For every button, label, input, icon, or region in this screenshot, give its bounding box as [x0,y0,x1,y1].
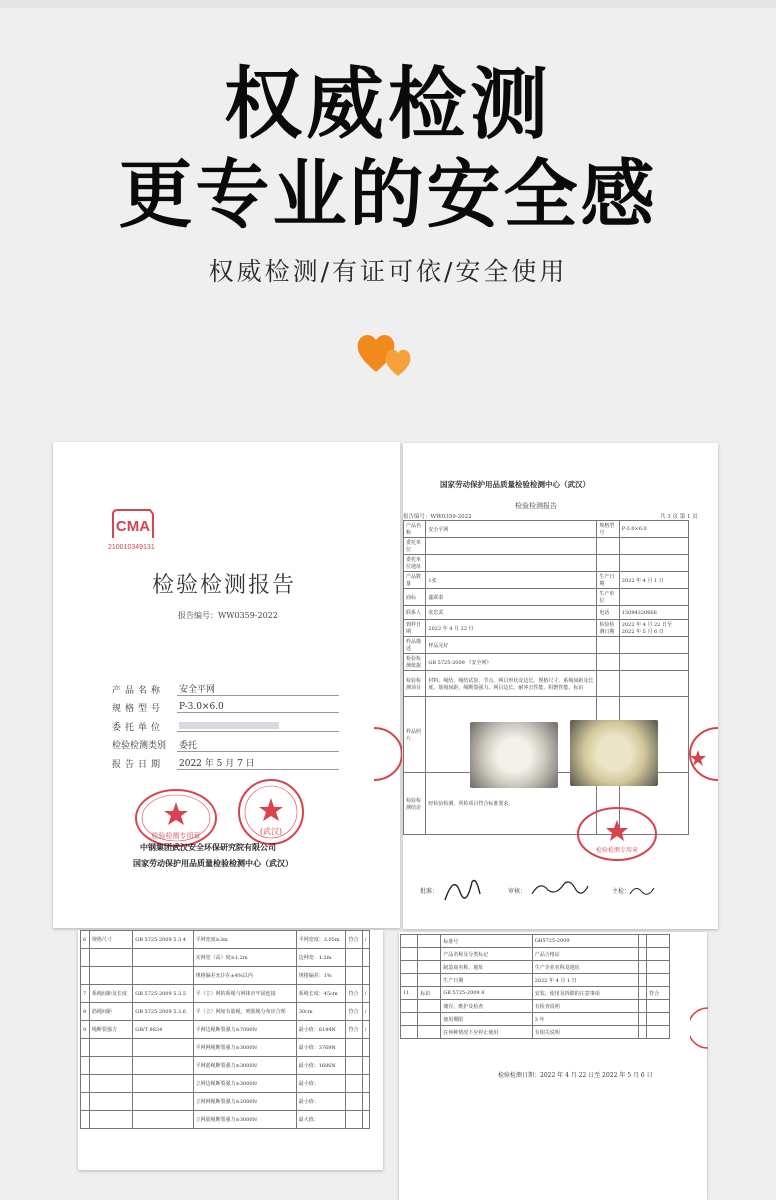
table-cell: 制造商名称、地址 [441,961,533,974]
table-cell: 实网宽（高）度≥1.2m [193,949,296,967]
table-cell: 鑫联泰 [426,589,597,606]
table-cell: 符合 [346,1003,362,1021]
table-cell [426,555,597,572]
table-cell: 在何种情况下应停止使用 [441,1026,533,1039]
table-cell [647,1013,670,1026]
table-row [404,555,689,572]
table-cell: GB5725-2009 [532,935,639,948]
table-cell: 样品照片 [404,697,426,773]
table-cell [362,967,369,985]
table-cell [346,1093,362,1111]
table-cell: 产品名称及分类标记 [441,948,533,961]
cma-logo-icon [110,508,156,540]
cover-org-line2: 国家劳动保护用品质量检验检测中心（武汉） [133,858,293,868]
table-cell: / [362,1021,369,1039]
table-cell [362,1111,369,1129]
cma-number: 210010349131 [108,544,155,551]
report-seal-text: 检验检测专用章 [595,847,639,854]
redaction-bar [179,722,279,729]
table-cell: / [362,931,369,949]
table-cell [639,948,647,961]
table-cell: 样品描述 [404,637,426,654]
table-cell [418,935,441,948]
table-cell: 储存、维护及检查 [441,1000,533,1013]
table-cell: 标识 [418,987,441,1000]
table-cell [639,935,647,948]
table-cell [89,967,132,985]
table-cell: 联系人 [404,606,426,620]
table-cell [362,1093,369,1111]
table-cell [133,1039,193,1057]
sign-inspector-label: 主检： [612,888,631,895]
sample-photo-2 [570,720,658,786]
table-cell [362,1039,369,1057]
report-number: 报告编号：WW0359-2022 [403,514,472,520]
table-cell: 最小值：1686N [296,1057,346,1075]
table-cell [647,961,670,974]
table-cell: 平网网绳断裂强力≥3000N [193,1039,296,1057]
table-cell [401,1013,418,1026]
table-cell: 立网筋绳断裂强力≥3000N [193,1111,296,1129]
table-cell [647,974,670,987]
table-cell [619,637,688,654]
table-cell: 有相关说明 [532,1026,639,1039]
table-cell: GB 5725-2009 5.3.4 [133,931,193,949]
table-cell: 生产单位 [597,589,619,606]
table-cell: 产品数量 [404,572,426,589]
table-cell [133,1111,193,1129]
table-cell: 立网边绳断裂强力≥3000N [193,1075,296,1093]
table-cell: 安装、使用及拆除的注意事项 [532,987,639,1000]
table-cell: 平网边绳断裂强力≥7000N [193,1021,296,1039]
info-value: 安全平网 [177,682,339,696]
table-row [81,949,370,967]
headline-line1: 权威检测 [223,60,552,150]
info-label: 规格型号 [112,704,165,715]
table-cell [362,949,369,967]
table-cell [647,1000,670,1013]
table-cell [89,1039,132,1057]
table-cell: 产品名称 [404,521,426,538]
seal-right-text: (武汉) [259,827,283,836]
table-cell: 2022 年 4 月 22 日至 2022 年 5 月 6 日 [619,620,688,637]
table-cell [418,948,441,961]
table-cell [418,1013,441,1026]
info-row-date [112,754,339,773]
table-row [404,521,689,538]
table-row [401,935,670,948]
cover-info-table [112,680,339,773]
info-row-model [112,699,339,718]
table-row [404,589,689,606]
table-row [401,961,670,974]
table-row [401,1026,670,1039]
table-cell [81,1075,90,1093]
table-row [401,948,670,961]
cover-org-line1: 中钢集团武汉安全环保研究院有限公司 [140,842,276,852]
table-row [81,1111,370,1129]
table-cell: 符合 [346,985,362,1003]
table-cell [639,974,647,987]
table-cell: P-3.0×6.0 [619,521,688,538]
table-cell: 平网筋绳断裂强力≥3000N [193,1057,296,1075]
table-row [404,637,689,654]
table-cell [597,555,619,572]
report-page-number: 共 3 页 第 1 页 [660,514,698,520]
info-label: 报告日期 [112,759,165,770]
top-divider [0,0,776,8]
table-cell: 1张 [426,572,597,589]
table-cell [619,671,688,697]
report-continuation-table [400,934,670,1039]
table-cell [639,1000,647,1013]
table-cell: 11 [401,987,418,1000]
table-row [81,1057,370,1075]
table-cell [81,1111,90,1129]
table-cell: 绳断裂强力 [89,1021,132,1039]
table-cell: 检验检测项目 [404,671,426,697]
table-cell: 边网宽：1.2m [296,949,346,967]
table-cell [647,935,670,948]
table-cell: 30cm [296,1003,346,1021]
table-cell: 检验检测依据 [404,654,426,671]
table-cell: 最小值： [296,1075,346,1093]
table-cell [362,1075,369,1093]
table-cell [619,555,688,572]
table-cell [89,1057,132,1075]
table-cell: 委托单位地址 [404,555,426,572]
table-cell: 平（立）网如有筋绳，则筋绳分布应合理 [193,1003,296,1021]
table-cell: GB 5725-2009 5.3.6 [133,1003,193,1021]
table-cell: 规格尺寸 [89,931,132,949]
table-cell: 生产企业名称及地址 [532,961,639,974]
cover-title: 检验检测报告 [152,573,297,598]
table-cell [362,1057,369,1075]
info-label: 委托单位 [112,722,165,733]
report-seal [576,806,658,862]
table-cell [346,949,362,967]
cover-report-number: 报告编号：WW0359-2022 [178,611,278,620]
table-cell: 电话 [597,606,619,620]
table-cell: GB 5725-2009 5.3.5 [133,985,193,1003]
table-cell [89,1111,132,1129]
table-cell [89,1093,132,1111]
table-row [401,987,670,1000]
info-row-category [112,736,339,755]
partial-seal-left [372,726,402,782]
table-cell [597,671,619,697]
table-row [401,1000,670,1013]
table-row [404,671,689,697]
table-cell: GB 5725-2009 8 [441,987,533,1000]
report-title: 国家劳动保护用品质量检验检测中心（武汉） [440,480,590,489]
report-subtitle: 检验检测报告 [515,502,557,510]
table-cell: 立网网绳断裂强力≥2000N [193,1093,296,1111]
table-cell [401,948,418,961]
table-cell: 3 年 [532,1013,639,1026]
table-cell: 9 [81,1021,90,1039]
table-row [404,538,689,555]
table-cell [81,967,90,985]
table-cell: 筋绳间距 [89,1003,132,1021]
table-row [81,1075,370,1093]
table-cell [81,949,90,967]
report-date-line: 检验检测日期：2022 年 4 月 22 日至 2022 年 5 月 6 日 [498,1072,653,1079]
table-cell: 使用期限 [441,1013,533,1026]
seal-left-text: 检验检测专用章 [151,832,201,840]
table-cell [401,1000,418,1013]
table-row [404,620,689,637]
info-value: 2022 年 5 月 7 日 [177,756,339,770]
table-row [401,974,670,987]
table-cell [401,1026,418,1039]
table-cell [89,1075,132,1093]
table-row [81,1021,370,1039]
signatures [440,870,680,910]
table-cell: 规格偏差允许在±4%以内 [193,967,296,985]
table-cell [418,974,441,987]
cma-logo-text: CMA [115,518,151,535]
table-cell [346,1039,362,1057]
info-label: 检验检测类别 [112,741,167,752]
table-cell [346,1075,362,1093]
table-cell: 15094320666 [619,606,688,620]
table-cell: 生产日期 [597,572,619,589]
table-cell: 系绳长度：45cm [296,985,346,1003]
partial-seal-right [686,726,718,782]
table-cell: 经检验检测，所检项目符合标准要求。 [426,773,597,835]
table-cell [639,1026,647,1039]
table-cell [133,1057,193,1075]
table-cell: 最小值：8144N [296,1021,346,1039]
table-cell [639,987,647,1000]
table-cell [597,637,619,654]
table-row [404,572,689,589]
table-cell [401,935,418,948]
table-row [404,606,689,620]
table-cell: 产品合格证 [532,948,639,961]
table-cell: 检验检测日期 [597,620,619,637]
table-cell: / [362,1003,369,1021]
info-value: 委托 [177,738,339,752]
table-cell: 委托单位 [404,538,426,555]
table-cell [597,538,619,555]
table-cell: 符合 [346,1021,362,1039]
table-row [404,654,689,671]
table-cell: 检验检测结论 [404,773,426,835]
table-cell: 最小值： [296,1093,346,1111]
table-cell [133,967,193,985]
table-cell [346,967,362,985]
table-row [81,985,370,1003]
table-cell [418,961,441,974]
table-cell: 6 [81,931,90,949]
table-cell [133,949,193,967]
table-cell [426,538,597,555]
table-cell: 最小值：3769N [296,1039,346,1057]
info-value: P-3.0×6.0 [177,702,339,713]
table-cell: 符合 [346,931,362,949]
table-cell: 安全平网 [426,521,597,538]
table-row [81,1039,370,1057]
table-cell: 7 [81,985,90,1003]
info-value-redacted [177,721,339,732]
sign-approve-label: 批准： [420,888,439,895]
info-row-product [112,680,339,699]
table-cell: 平（立）网的系绳与网体应牢固连接 [193,985,296,1003]
table-cell [89,949,132,967]
headline-line2: 更专业的安全感 [118,152,658,238]
table-cell: 2022 年 4 月 22 日 [426,620,597,637]
table-cell [619,589,688,606]
table-cell [81,1057,90,1075]
inspection-seal-left [134,788,218,848]
info-label: 产品名称 [112,685,165,696]
table-cell: GB/T 8834 [133,1021,193,1039]
table-cell: 平网宽度：3.05m [296,931,346,949]
table-cell [619,654,688,671]
table-cell: 规格型号 [597,521,619,538]
table-cell [133,1093,193,1111]
table-cell: 生产日期 [441,974,533,987]
table-cell [418,1026,441,1039]
table-cell: 符合 [647,987,670,1000]
table-cell [597,654,619,671]
table-cell: 到样日期 [404,620,426,637]
table-cell [639,1013,647,1026]
sign-review-label: 审核： [508,888,527,895]
table-cell [639,961,647,974]
table-cell: 材料、绳结、绳结试验、节点、网目形状及边长、规格尺寸、系绳间距及长度、筋绳间距、绳断裂强力、网目边长、耐冲击性能、阻燃性能、标识 [426,671,597,697]
table-cell [418,1000,441,1013]
table-cell [401,961,418,974]
sample-photo-1 [470,722,558,788]
table-cell: 8 [81,1003,90,1021]
table-cell: 样品完好 [426,637,597,654]
table-cell: 2022 年 4 月 1 日 [619,572,688,589]
table-cell: 商标 [404,589,426,606]
info-row-client [112,717,339,736]
table-cell: 标准号 [441,935,533,948]
table-cell [647,948,670,961]
table-cell: 2022 年 4 月 1 日 [532,974,639,987]
table-cell: 最大值： [296,1111,346,1129]
table-cell [81,1093,90,1111]
table-cell: 规格偏差：1% [296,967,346,985]
table-cell: / [362,985,369,1003]
table-cell [346,1111,362,1129]
hearts-icon [354,326,424,382]
table-cell [133,1075,193,1093]
table-cell [346,1057,362,1075]
table-cell [81,1039,90,1057]
table-cell: 系绳间距及长度 [89,985,132,1003]
table-cell [401,974,418,987]
cover-continuation-table [80,930,370,1129]
table-row [81,1003,370,1021]
table-cell: 有检查说明 [532,1000,639,1013]
table-cell: GB 5725-2009 《安全网》 [426,654,597,671]
table-cell [647,1026,670,1039]
table-cell: 张忠武 [426,606,597,620]
partial-seal-bottom [690,1006,708,1050]
table-row [81,1093,370,1111]
table-cell: 平网宽度≥3m [193,931,296,949]
table-row [81,967,370,985]
subtitle: 权威检测/有证可依/安全使用 [208,257,568,286]
inspection-seal-right [236,778,306,846]
table-row [81,931,370,949]
table-row [401,1013,670,1026]
table-cell [619,538,688,555]
